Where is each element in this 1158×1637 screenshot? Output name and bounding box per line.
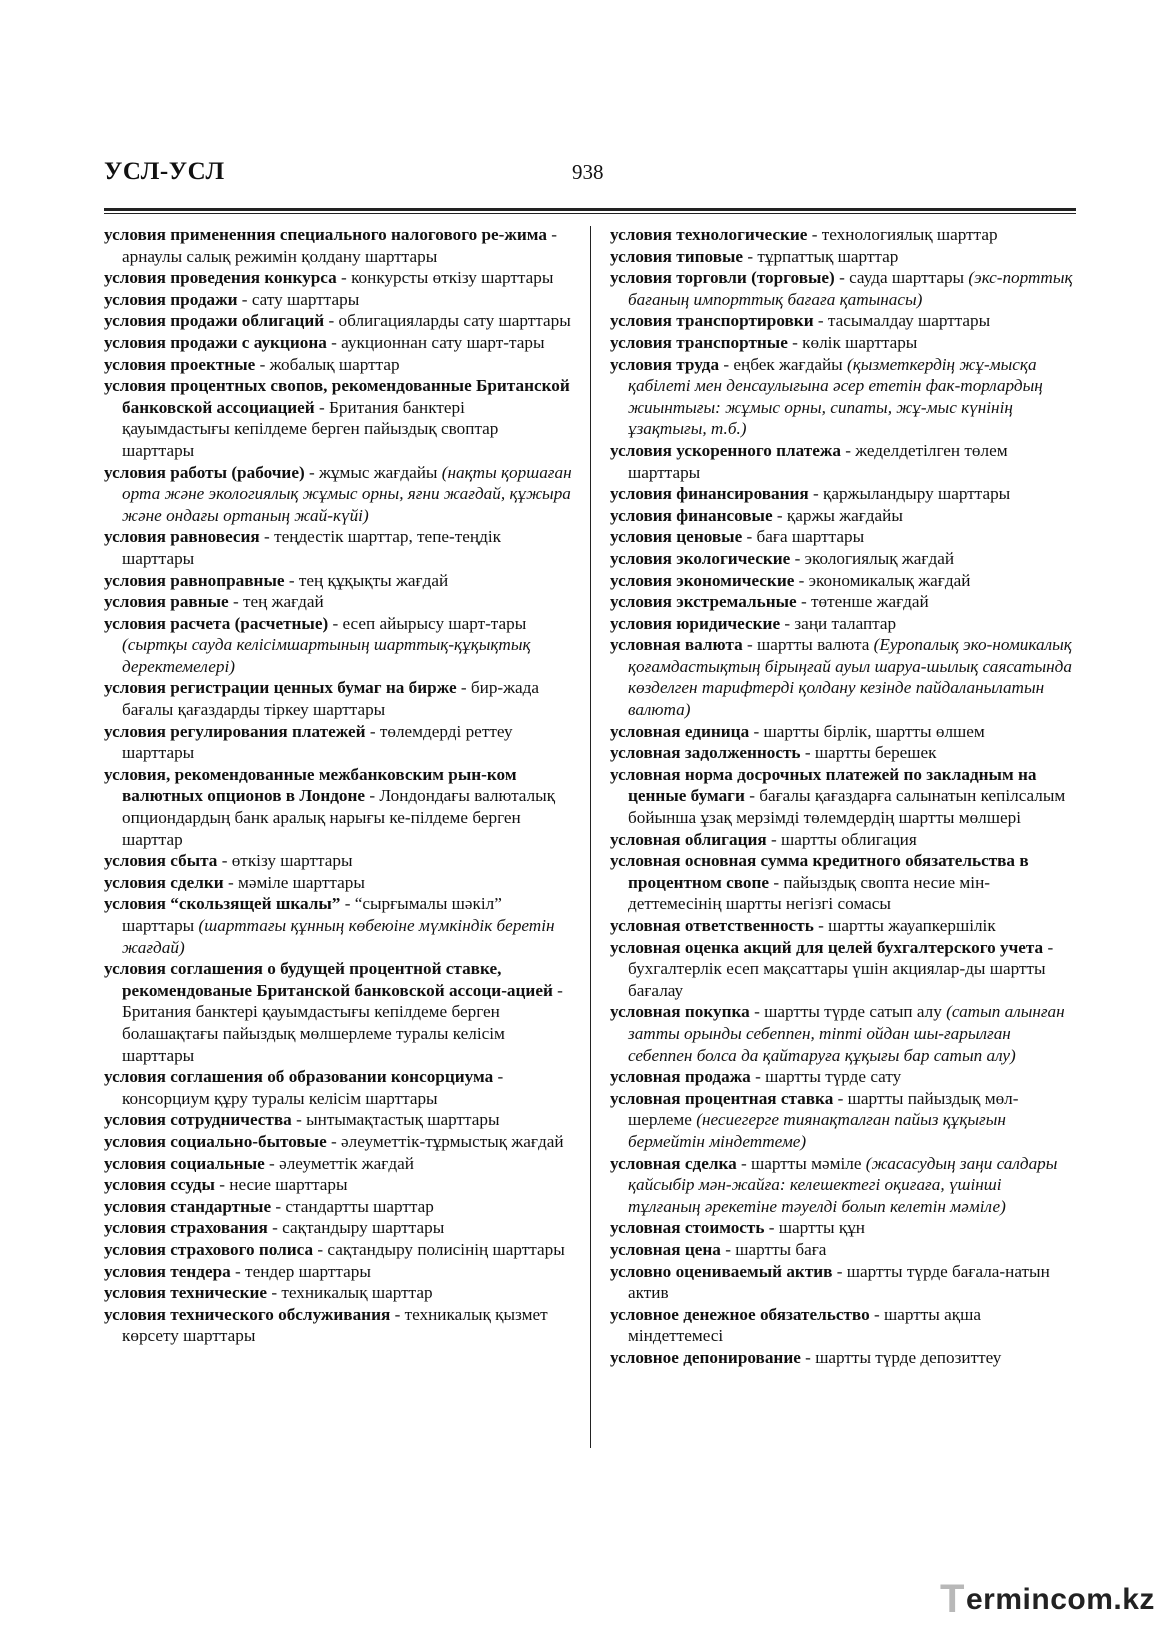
dictionary-entry — [610, 721, 1078, 743]
entry-definition: - тасымалдау шарттары — [813, 311, 991, 331]
entry-note: (нақты қоршаған орта және экологиялық жұмыс орны, яғни жағдай, құжыра және ондағы ортаның жай-күйі) — [122, 462, 572, 525]
dictionary-entry — [610, 1153, 1078, 1218]
entry-term: условная валюта — [610, 635, 743, 655]
entry-term: условия финансирования — [610, 484, 809, 504]
entry-definition: - жұмыс жағдайы — [304, 462, 442, 482]
dictionary-entry — [104, 1174, 574, 1196]
entry-definition: - экологиялық жағдай — [790, 548, 955, 568]
entry-definition: - экономикалық жағдай — [794, 570, 971, 590]
entry-term: условия сбыта — [104, 851, 218, 871]
termincom-logo — [940, 1576, 1155, 1622]
entry-note: (қызметкердің жұ-мысқа қабілеті мен денсаулығына әсер ететін фак-торлардың жиынтығы: жұмыс орны, сипаты, жұ-мыс күнінің ұзақтығы, т.б.) — [628, 354, 1043, 439]
entry-term: условия продажи с аукциона — [104, 332, 327, 352]
entry-term: условия социальные — [104, 1153, 265, 1173]
entry-term: условия продажи — [104, 289, 238, 309]
entry-term: условия равные — [104, 592, 229, 612]
right-column — [610, 224, 1078, 1368]
dictionary-entry — [104, 958, 574, 1066]
entry-definition: - шартты пайыздық мөл-шерлеме — [628, 1088, 1019, 1130]
entry-term: условная покупка — [610, 1002, 750, 1022]
entry-definition: - консорциум құру туралы келісім шарттары — [122, 1067, 504, 1108]
entry-term: условия процентных свопов, рекомендованные Британской банковской ассоциацией — [104, 376, 570, 417]
entry-definition: - “сырғымалы шәкіл” шарттары — [122, 894, 502, 935]
entry-definition: - аукционнан сату шарт-тары — [326, 332, 545, 352]
dictionary-entry — [104, 1066, 574, 1109]
entry-term: условия технологические — [610, 225, 808, 244]
entry-term: условия труда — [610, 354, 720, 374]
entry-note: (экс-порттық бағаның импорттық бағаға қатынасы) — [628, 268, 1073, 309]
dictionary-entry — [104, 1196, 574, 1218]
dictionary-entry — [610, 548, 1078, 570]
dictionary-entry — [104, 677, 574, 720]
entry-definition: - шартты түрде сату — [750, 1067, 902, 1087]
dictionary-entry — [104, 462, 574, 527]
entry-term: условия технические — [104, 1283, 268, 1303]
dictionary-entry — [104, 872, 574, 894]
dictionary-entry — [104, 591, 574, 613]
dictionary-entry — [610, 742, 1078, 764]
entry-definition: - Британия банктері қауымдастығы кепілдеме берген пайыздық своптар шарттары — [122, 397, 499, 460]
dictionary-entry — [610, 634, 1078, 720]
entry-term: условия экономические — [610, 570, 795, 590]
dictionary-entry — [104, 721, 574, 764]
entry-term: условия социально-бытовые — [104, 1131, 327, 1151]
entry-term: условия финансовые — [610, 505, 773, 525]
dictionary-entry — [104, 1109, 574, 1131]
entry-definition: - қаржы жағдайы — [772, 505, 903, 525]
entry-term: условия расчета (расчетные) — [104, 613, 329, 633]
entry-term: условия проектные — [104, 354, 256, 374]
entry-definition: - жеделдетілген төлем шарттары — [628, 440, 1008, 482]
entry-term: условия ускоренного платежа — [610, 440, 841, 460]
entry-definition: - тең құқықты жағдай — [284, 570, 449, 590]
entry-definition: - әлеуметтік жағдай — [264, 1153, 414, 1173]
entry-definition: - несие шарттары — [214, 1175, 348, 1195]
entry-definition: - шартты құн — [764, 1218, 866, 1238]
dictionary-entry — [104, 1153, 574, 1175]
entry-term: условия технического обслуживания — [104, 1304, 391, 1324]
entry-definition: - бухгалтерлік есеп мақсаттары үшін акциялар-ды шартты бағалау — [628, 937, 1054, 1000]
entry-term: условная цена — [610, 1239, 721, 1259]
dictionary-entry — [610, 1239, 1078, 1261]
dictionary-entry — [610, 332, 1078, 354]
entry-term: условное денежное обязательство — [610, 1304, 870, 1324]
entry-definition: - заңи талаптар — [780, 613, 897, 633]
entry-term: условия ссуды — [104, 1175, 215, 1195]
entry-term: условия, рекомендованные межбанковским рын-ком валютных опционов в Лондоне — [104, 764, 517, 806]
entry-term: условно оцениваемый актив — [610, 1261, 833, 1281]
entry-term: условия “скользящей шкалы” — [104, 894, 341, 914]
entry-definition: - шартты баға — [720, 1239, 827, 1259]
dictionary-entry — [104, 850, 574, 872]
dictionary-entry — [104, 354, 574, 376]
dictionary-entry — [104, 893, 574, 958]
dictionary-entry — [104, 570, 574, 592]
dictionary-entry — [610, 1001, 1078, 1066]
entry-term: условная норма досрочных платежей по закладным на ценные бумаги — [610, 764, 1037, 806]
dictionary-entry — [610, 246, 1078, 268]
entry-definition: - әлеуметтік-тұрмыстық жағдай — [326, 1131, 564, 1151]
entry-definition: - өткізу шарттары — [217, 851, 353, 871]
entry-definition: - еңбек жағдайы — [719, 354, 847, 374]
entry-term: условная облигация — [610, 829, 767, 849]
dictionary-entry — [610, 526, 1078, 548]
logo-letter-t: T — [940, 1577, 965, 1621]
dictionary-entry — [610, 1088, 1078, 1153]
dictionary-entry — [610, 354, 1078, 440]
dictionary-entry — [104, 1217, 574, 1239]
entry-term: условия страхования — [104, 1218, 268, 1238]
header-rule-thick — [104, 208, 1076, 211]
entry-term: условия экологические — [610, 548, 791, 568]
dictionary-entry — [104, 375, 574, 461]
entry-term: условная оценка акций для целей бухгалтерского учета — [610, 937, 1044, 957]
dictionary-entry — [610, 764, 1078, 829]
entry-term: условия юридические — [610, 613, 781, 633]
entry-term: условия регулирования платежей — [104, 721, 366, 741]
dictionary-entry — [610, 310, 1078, 332]
dictionary-entry — [104, 224, 574, 267]
entry-definition: - төлемдерді реттеу шарттары — [122, 721, 513, 763]
dictionary-entry — [610, 829, 1078, 851]
column-divider — [590, 226, 591, 1448]
dictionary-entry — [104, 289, 574, 311]
entry-definition: - шартты бірлік, шартты өлшем — [749, 721, 985, 741]
entry-term: условная продажа — [610, 1067, 751, 1087]
dictionary-entry — [104, 526, 574, 569]
entry-term: условия транспортировки — [610, 311, 814, 331]
dictionary-entry — [610, 570, 1078, 592]
entry-definition: - конкурсты өткізу шарттары — [336, 268, 554, 288]
entry-definition: - есеп айырысу шарт-тары — [328, 613, 527, 633]
dictionary-entry — [104, 1239, 574, 1261]
entry-definition: - шартты түрде бағала-натын актив — [628, 1261, 1050, 1303]
entry-term: условия равновесия — [104, 527, 260, 547]
left-column — [104, 224, 574, 1347]
page-header — [104, 158, 1076, 198]
entry-definition: - сауда шарттары — [834, 268, 969, 288]
entry-term: условная задолженность — [610, 743, 801, 763]
entry-definition: - төтенше жағдай — [796, 592, 929, 612]
dictionary-entry — [610, 483, 1078, 505]
dictionary-entry — [104, 1282, 574, 1304]
dictionary-entry — [104, 267, 574, 289]
entry-definition: - шартты түрде сатып алу — [749, 1002, 947, 1022]
entry-note: (жасасудың заңи салдары қайсыбір мән-жайға: келешектегі оқиғаға, үшінші тұлғаның әрекетіне тәуелді болып келетін мәміле) — [628, 1153, 1058, 1216]
dictionary-entry — [610, 1347, 1078, 1369]
entry-term: условия страхового полиса — [104, 1239, 314, 1259]
entry-term: условия соглашения об образовании консорциума — [104, 1067, 494, 1087]
dictionary-entry — [610, 1261, 1078, 1304]
entry-term: условия экстремальные — [610, 592, 797, 612]
dictionary-entry — [610, 1066, 1078, 1088]
entry-definition: - шартты мәміле — [736, 1153, 866, 1173]
entry-term: условия торговли (торговые) — [610, 268, 835, 288]
entry-definition: - облигацияларды сату шарттары — [324, 311, 571, 331]
entry-definition: - сату шарттары — [237, 289, 360, 309]
entry-definition: - шартты валюта — [742, 635, 874, 655]
page-number: 938 — [572, 160, 604, 184]
entry-definition: - тендер шарттары — [230, 1261, 371, 1281]
dictionary-entry — [610, 915, 1078, 937]
entry-term: условия работы (рабочие) — [104, 462, 305, 482]
entry-definition: - тұрпаттық шарттар — [743, 246, 899, 266]
dictionary-entry — [610, 850, 1078, 915]
dictionary-entry — [104, 1304, 574, 1347]
entry-term: условия сотрудничества — [104, 1110, 292, 1130]
entry-term: условия проведения конкурса — [104, 268, 337, 288]
entry-term: условия продажи облигаций — [104, 311, 325, 331]
entry-term: условия равноправные — [104, 570, 285, 590]
entry-note: (несиегерге тиянақталған пайыз құқығын бермейтін міндеттеме) — [628, 1110, 1006, 1151]
entry-definition: - бир-жада бағалы қағаздарды тіркеу шарттары — [122, 678, 540, 720]
entry-definition: - пайыздық свопта несие мін-деттемесінің шартты негізгі сомасы — [628, 872, 990, 914]
entry-definition: - шартты облигация — [766, 829, 917, 849]
entry-definition: - жобалық шарттар — [255, 354, 400, 374]
entry-note: (сыртқы сауда келісімшартының шарттық-құқықтық деректемелері) — [122, 635, 531, 676]
entry-definition: - арнаулы салық режимін қолдану шарттары — [122, 225, 557, 266]
entry-term: условия стандартные — [104, 1196, 272, 1216]
dictionary-entry — [104, 613, 574, 678]
entry-definition: - теңдестік шарттар, тепе-теңдік шарттары — [122, 527, 501, 568]
running-head: УСЛ-УСЛ — [104, 158, 225, 185]
entry-definition: - шартты ақша міндеттемесі — [628, 1304, 981, 1346]
dictionary-entry — [104, 764, 574, 850]
entry-definition: - ынтымақтастық шарттары — [291, 1110, 500, 1130]
entry-term: условная стоимость — [610, 1218, 765, 1238]
entry-definition: - шартты берешек — [800, 743, 937, 763]
entry-definition: - бағалы қағаздарға салынатын кепілсалым бойынша ұзақ мерзімді төлемдердің шартты мөлшері — [628, 786, 1066, 828]
dictionary-entry — [104, 310, 574, 332]
dictionary-entry — [610, 937, 1078, 1002]
entry-definition: - шартты жауапкершілік — [813, 916, 996, 935]
entry-definition: - Лондондағы валюталық опциондардың банк аралық нарығы ке-пілдеме берген шарттар — [122, 786, 556, 849]
entry-term: условная единица — [610, 721, 750, 741]
dictionary-entry — [610, 505, 1078, 527]
entry-note: (шарттағы құнның көбеюіне мүмкіндік беретін жағдай) — [122, 916, 555, 957]
entry-term: условия соглашения о будущей процентной ставке, рекомендованые Британской банковской ассоци-ацией — [104, 959, 553, 1000]
dictionary-entry — [610, 267, 1078, 310]
entry-definition: - шартты түрде депозиттеу — [800, 1347, 1002, 1367]
entry-term: условная основная сумма кредитного обязательства в процентном свопе — [610, 851, 1029, 892]
entry-term: условная сделка — [610, 1153, 737, 1173]
dictionary-entry — [104, 332, 574, 354]
entry-term: условная процентная ставка — [610, 1088, 834, 1108]
entry-term: условная ответственность — [610, 916, 814, 935]
logo-wordmark: ermincom.kz — [966, 1583, 1155, 1616]
entry-definition: - стандартты шарттар — [271, 1196, 434, 1216]
entry-definition: - қаржыландыру шарттары — [808, 484, 1011, 504]
dictionary-entry — [610, 224, 1078, 246]
entry-definition: - технологиялық шарттар — [807, 225, 998, 244]
entry-definition: - тең жағдай — [228, 592, 324, 612]
entry-definition: - Британия банктері қауымдастығы кепілдеме берген болашақтағы пайыздық мөлшерлеме туралы келісім шарттары — [122, 980, 563, 1065]
entry-definition: - мәміле шарттары — [223, 872, 365, 892]
entry-term: условия транспортные — [610, 332, 788, 352]
dictionary-entry — [104, 1131, 574, 1153]
entry-definition: - сақтандыру полисінің шарттары — [313, 1239, 565, 1259]
entry-term: условия примененния специального налогового ре-жима — [104, 225, 547, 244]
dictionary-entry — [610, 1304, 1078, 1347]
entry-term: условия ценовые — [610, 527, 743, 547]
entry-definition: - баға шарттары — [742, 527, 865, 547]
entry-definition: - техникалық қызмет көрсету шарттары — [122, 1304, 548, 1346]
entry-definition: - сақтандыру шарттары — [267, 1218, 445, 1238]
entry-term: условия регистрации ценных бумаг на бирже — [104, 678, 457, 698]
entry-term: условное депонирование — [610, 1347, 801, 1367]
dictionary-entry — [610, 1217, 1078, 1239]
entry-definition: - көлік шарттары — [787, 332, 918, 352]
dictionary-entry — [610, 440, 1078, 483]
dictionary-entry — [610, 613, 1078, 635]
dictionary-entry — [104, 1261, 574, 1283]
entry-term: условия типовые — [610, 246, 744, 266]
entry-definition: - техникалық шарттар — [267, 1283, 433, 1303]
entry-note: (Еуропалық эко-номикалық қоғамдастықтың бірыңғай ауыл шаруа-шылық саясатында көзделген тарифтерді қолдану кезінде пайдаланылатын валюта) — [628, 635, 1072, 720]
entry-note: (сатып алынған затты орынды себеппен, тіпті ойдан шы-ғарылған себеппен болса да қайтаруға құқығы бар сатып алу) — [628, 1002, 1065, 1065]
dictionary-entry — [610, 591, 1078, 613]
header-rule-thin — [104, 213, 1076, 214]
entry-term: условия сделки — [104, 872, 224, 892]
entry-term: условия тендера — [104, 1261, 231, 1281]
